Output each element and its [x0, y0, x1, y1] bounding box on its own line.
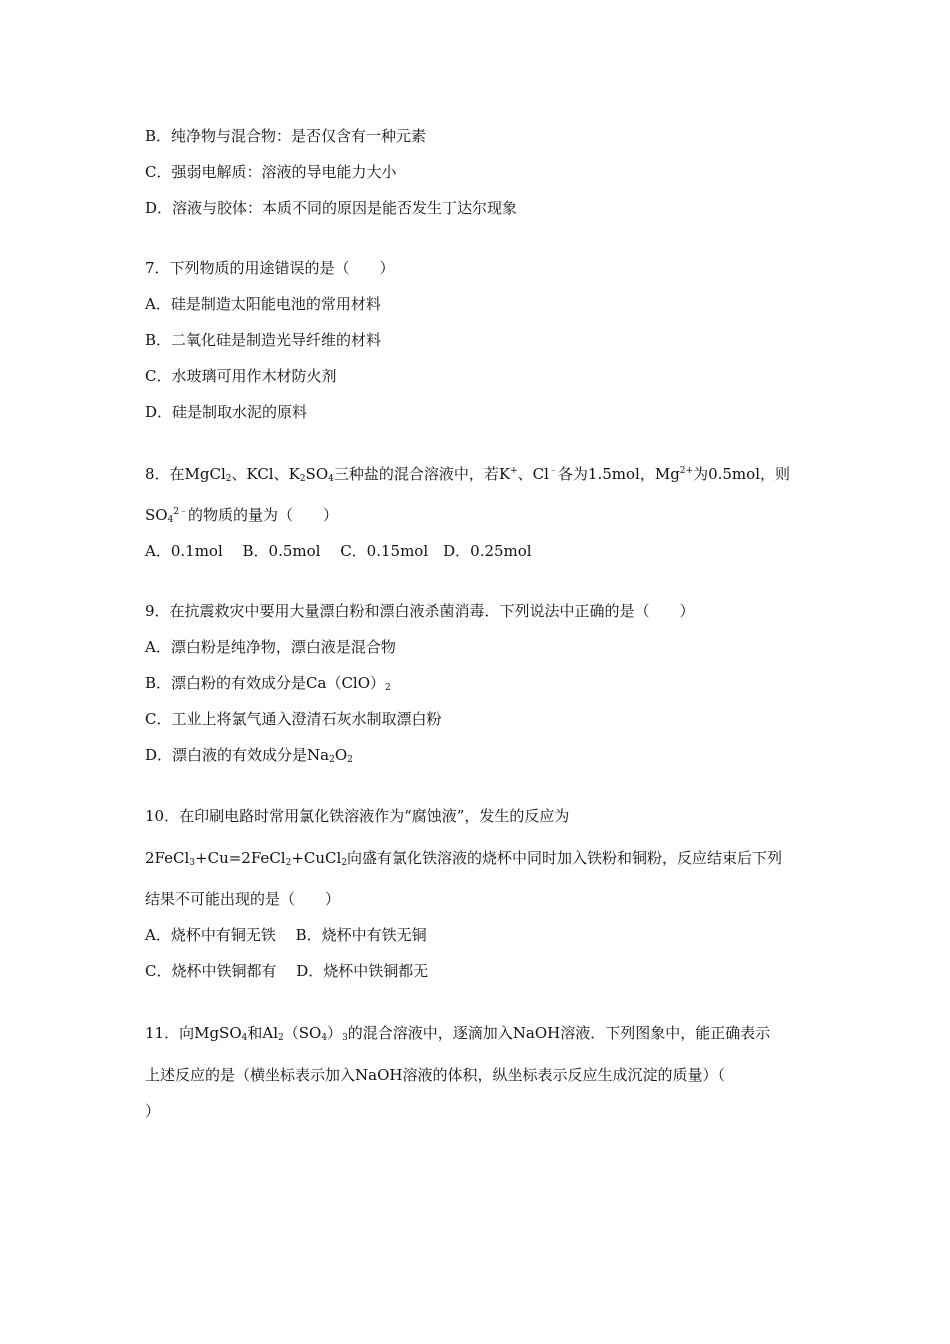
q7-option-d: D．硅是制取水泥的原料: [145, 403, 308, 421]
q11-text: ）: [327, 1024, 343, 1042]
q8-text: SO: [305, 465, 329, 483]
q11-subscript: 4: [241, 1033, 248, 1043]
q10-text: 向盛有氯化铁溶液的烧杯中同时加入铁粉和铜粉，反应结束后下列: [347, 849, 783, 867]
q8-subscript: 2: [299, 474, 306, 484]
q8-text: 各为1.5mol，Mg: [557, 465, 680, 483]
q10-options-cd: C．烧杯中铁铜都有 D．烧杯中铁铜都无: [145, 962, 429, 980]
q8-text: 、Cl: [517, 465, 549, 483]
q11-subscript: 3: [342, 1033, 348, 1043]
q9-subscript: 2: [347, 755, 353, 765]
q11-stem-line-1: [145, 1023, 770, 1043]
q9-subscript: 2: [329, 755, 335, 765]
q8-text: 为0.5mol，则: [693, 465, 790, 483]
q6-option-d: D．溶液与胶体：本质不同的原因是能否发生丁达尔现象: [145, 199, 518, 217]
q8-stem-line-1: [145, 464, 790, 484]
q10-stem-line-1: 10．在印刷电路时常用氯化铁溶液作为“腐蚀液”，发生的反应为: [145, 807, 570, 825]
q10-options-ab: A．烧杯中有铜无铁 B．烧杯中有铁无铜: [145, 926, 427, 944]
q7-stem: 7．下列物质的用途错误的是（ ）: [145, 259, 395, 277]
q8-text: SO: [145, 506, 168, 524]
q11-text: 11．向MgSO: [145, 1024, 242, 1042]
q10-stem-line-3: 结果不可能出现的是（ ）: [145, 890, 341, 908]
q8-subscript: 4: [167, 515, 174, 525]
q11-subscript: 4: [321, 1033, 328, 1043]
q9-option-c: C．工业上将氯气通入澄清石灰水制取漂白粉: [145, 710, 442, 728]
q8-superscript: ﹣: [548, 466, 558, 476]
q11-text: 和Al: [247, 1024, 278, 1042]
q8-superscript: +: [510, 466, 518, 476]
q8-subscript: 4: [328, 474, 334, 484]
q11-text: （SO: [283, 1024, 322, 1042]
q9-subscript: 2: [385, 683, 391, 693]
q9-option-b: [145, 673, 391, 693]
q9-option-d: [145, 745, 353, 765]
q9-stem: 9．在抗震救灾中要用大量漂白粉和漂白液杀菌消毒．下列说法中正确的是（ ）: [145, 602, 695, 620]
q6-option-b: B．纯净物与混合物：是否仅含有一种元素: [145, 127, 427, 145]
q10-stem-line-2: [145, 848, 782, 868]
q9-text: B．漂白粉的有效成分是Ca（ClO）: [145, 674, 386, 692]
q8-options: A．0.1mol B．0.5mol C．0.15mol D．0.25mol: [145, 542, 532, 560]
q10-subscript: 2: [341, 858, 348, 868]
q9-text: D．漂白液的有效成分是Na: [145, 746, 330, 764]
q8-subscript: 2: [225, 474, 232, 484]
q11-stem-line-3: ）: [145, 1102, 161, 1120]
q7-option-a: A．硅是制造太阳能电池的常用材料: [145, 295, 381, 313]
q11-text: 的混合溶液中，逐滴加入NaOH溶液．下列图象中，能正确表示: [347, 1024, 771, 1042]
q6-option-c: C．强弱电解质：溶液的导电能力大小: [145, 163, 397, 181]
q7-option-b: B．二氧化硅是制造光导纤维的材料: [145, 331, 382, 349]
q10-subscript: 2: [285, 858, 292, 868]
q10-text: +CuCl: [291, 849, 342, 867]
q7-option-c: C．水玻璃可用作木材防火剂: [145, 367, 337, 385]
q8-text: 三种盐的混合溶液中，若K: [333, 465, 511, 483]
q8-superscript: 2+: [679, 466, 694, 476]
q10-text: 2FeCl: [145, 849, 190, 867]
q8-text: 的物质的量为（ ）: [188, 506, 339, 524]
q8-text: 、KCl、K: [231, 465, 300, 483]
q8-text: 8．在MgCl: [145, 465, 226, 483]
q10-text: +Cu=2FeCl: [195, 849, 286, 867]
q8-stem-line-2: [145, 505, 338, 525]
q11-stem-line-2: 上述反应的是（横坐标表示加入NaOH溶液的体积，纵坐标表示反应生成沉淀的质量）（: [145, 1066, 725, 1084]
q9-option-a: A．漂白粉是纯净物，漂白液是混合物: [145, 638, 396, 656]
q8-superscript: 2﹣: [173, 507, 189, 517]
q9-text: O: [334, 746, 348, 764]
q10-subscript: 3: [189, 858, 196, 868]
q11-subscript: 2: [278, 1033, 284, 1043]
